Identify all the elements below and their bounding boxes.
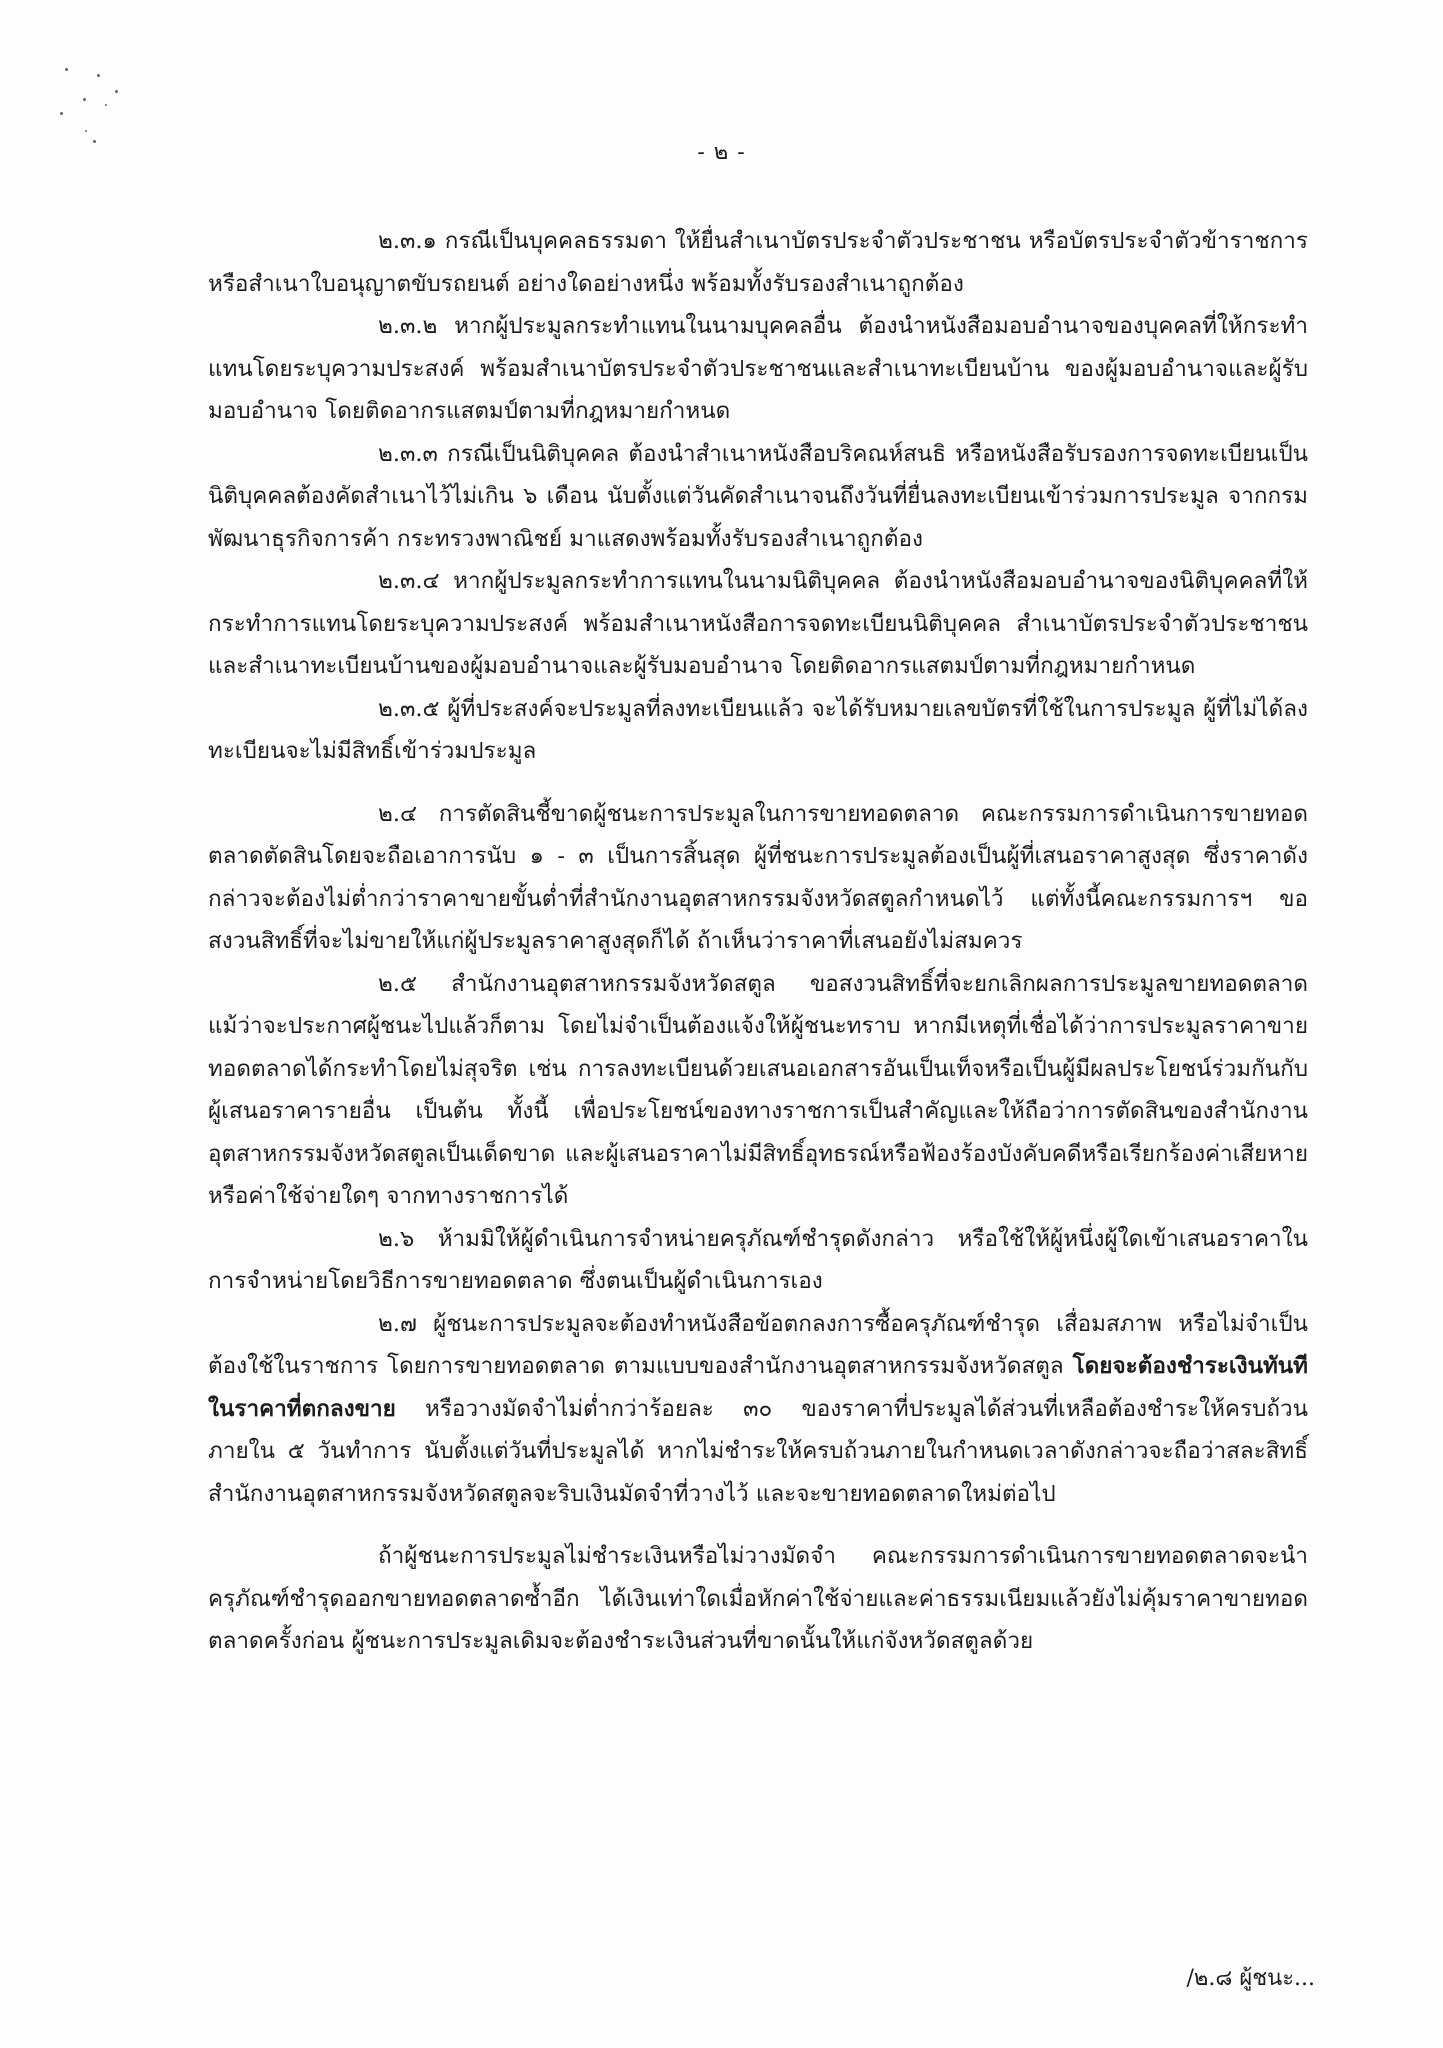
clause-2-7-text-before: ๒.๗ ผู้ชนะการประมูลจะต้องทำหนังสือข้อตกลงการซื้อครุภัณฑ์ชำรุด เสื่อมสภาพ หรือไม่จำเป็นต้องใช้ในราชการ โดยการขายทอดตลาด ตามแบบของสำนักงานอุตสาหกรรมจังหวัดสตูล <box>208 1310 1308 1379</box>
clause-2-3-3: ๒.๓.๓ กรณีเป็นนิติบุคคล ต้องนำสำเนาหนังสือบริคณห์สนธิ หรือหนังสือรับรองการจดทะเบียนเป็นนิติบุคคลต้องคัดสำเนาไว้ไม่เกิน ๖ เดือน นับตั้งแต่วันคัดสำเนาจนถึงวันที่ยื่นลงทะเบียนเข้าร่วมการประมูล จากกรมพัฒนาธุรกิจการค้า กระทรวงพาณิชย์ มาแสดงพร้อมทั้งรับรองสำเนาถูกต้อง <box>208 440 1308 552</box>
clause-2-7-text-after: หรือวางมัดจำไม่ต่ำกว่าร้อยละ ๓๐ ของราคาที่ประมูลได้ส่วนที่เหลือต้องชำระให้ครบถ้วนภายใน ๕ วันทำการ นับตั้งแต่วันที่ประมูลได้ หากไม่ชำระให้ครบถ้วนภายในกำหนดเวลาดังกล่าวจะถือว่าสละสิทธิ์ สำนักงานอุตสาหกรรมจังหวัดสตูลจะริบเงินมัดจำที่วางไว้ และจะขายทอดตลาดใหม่ต่อไป <box>208 1395 1308 1507</box>
clause-2-7-text-bold: โดยจะต้องชำระเงินทันทีในราคาที่ตกลงขาย <box>208 1353 1308 1422</box>
clause-2-5: ๒.๕ สำนักงานอุตสาหกรรมจังหวัดสตูล ขอสงวนสิทธิ์ที่จะยกเลิกผลการประมูลขายทอดตลาดแม้ว่าจะประกาศผู้ชนะไปแล้วก็ตาม โดยไม่จำเป็นต้องแจ้งให้ผู้ชนะทราบ หากมีเหตุที่เชื่อได้ว่าการประมูลราคาขายทอดตลาดได้กระทำโดยไม่สุจริต เช่น การลงทะเบียนด้วยเสนอเอกสารอันเป็นเท็จหรือเป็นผู้มีผลประโยชน์ร่วมกันกับผู้เสนอราคารายอื่น เป็นต้น ทั้งนี้ เพื่อประโยชน์ของทางราชการเป็นสำคัญและให้ถือว่าการตัดสินของสำนักงานอุตสาหกรรมจังหวัดสตูลเป็นเด็ดขาด และผู้เสนอราคาไม่มีสิทธิ์อุทธรณ์หรือฟ้องร้องบังคับคดีหรือเรียกร้องค่าเสียหายหรือค่าใช้จ่ายใดๆ จากทางราชการได้ <box>208 970 1308 1209</box>
clause-2-3-5: ๒.๓.๕ ผู้ที่ประสงค์จะประมูลที่ลงทะเบียนแล้ว จะได้รับหมายเลขบัตรที่ใช้ในการประมูล ผู้ที่ไม่ได้ลงทะเบียนจะไม่มีสิทธิ์เข้าร่วมประมูล <box>208 695 1308 764</box>
clause-2-3-1: ๒.๓.๑ กรณีเป็นบุคคลธรรมดา ให้ยื่นสำเนาบัตรประจำตัวประชาชน หรือบัตรประจำตัวข้าราชการ หรือสำเนาใบอนุญาตขับรถยนต์ อย่างใดอย่างหนึ่ง พร้อมทั้งรับรองสำเนาถูกต้อง <box>208 228 1308 297</box>
clause-2-7-continuation: ถ้าผู้ชนะการประมูลไม่ชำระเงินหรือไม่วางมัดจำ คณะกรรมการดำเนินการขายทอดตลาดจะนำครุภัณฑ์ชำรุดออกขายทอดตลาดซ้ำอีก ได้เงินเท่าใดเมื่อหักค่าใช้จ่ายและค่าธรรมเนียมแล้วยังไม่คุ้มราคาขายทอดตลาดครั้งก่อน ผู้ชนะการประมูลเดิมจะต้องชำระเงินส่วนที่ขาดนั้นให้แก่จังหวัดสตูลด้วย <box>208 1543 1308 1654</box>
continuation-ref: /๒.๘ ผู้ชนะ... <box>1186 1966 1315 1991</box>
document-body <box>208 220 1308 1663</box>
clause-2-4: ๒.๔ การตัดสินชี้ขาดผู้ชนะการประมูลในการขายทอดตลาด คณะกรรมการดำเนินการขายทอดตลาดตัดสินโดยจะถือเอาการนับ ๑ - ๓ เป็นการสิ้นสุด ผู้ที่ชนะการประมูลต้องเป็นผู้ที่เสนอราคาสูงสุด ซึ่งราคาดังกล่าวจะต้องไม่ต่ำกว่าราคาขายขั้นต่ำที่สำนักงานอุตสาหกรรมจังหวัดสตูลกำหนดไว้ แต่ทั้งนี้คณะกรรมการฯ ขอสงวนสิทธิ์ที่จะไม่ขายให้แก่ผู้ประมูลราคาสูงสุดก็ได้ ถ้าเห็นว่าราคาที่เสนอยังไม่สมควร <box>208 800 1308 954</box>
clause-2-7 <box>208 1303 1308 1516</box>
clause-2-3-4: ๒.๓.๔ หากผู้ประมูลกระทำการแทนในนามนิติบุคคล ต้องนำหนังสือมอบอำนาจของนิติบุคคลที่ให้กระทำการแทนโดยระบุความประสงค์ พร้อมสำเนาหนังสือการจดทะเบียนนิติบุคคล สำเนาบัตรประจำตัวประชาชน และสำเนาทะเบียนบ้านของผู้มอบอำนาจและผู้รับมอบอำนาจ โดยติดอากรแสตมป์ตามที่กฎหมายกำหนด <box>208 568 1308 679</box>
page-number: - ๒ - <box>697 140 746 165</box>
clause-2-6: ๒.๖ ห้ามมิให้ผู้ดำเนินการจำหน่ายครุภัณฑ์ชำรุดดังกล่าว หรือใช้ให้ผู้หนึ่งผู้ใดเข้าเสนอราคาในการจำหน่ายโดยวิธีการขายทอดตลาด ซึ่งตนเป็นผู้ดำเนินการเอง <box>208 1225 1308 1294</box>
clause-2-3-2: ๒.๓.๒ หากผู้ประมูลกระทำแทนในนามบุคคลอื่น ต้องนำหนังสือมอบอำนาจของบุคคลที่ให้กระทำแทนโดยระบุความประสงค์ พร้อมสำเนาบัตรประจำตัวประชาชนและสำเนาทะเบียนบ้าน ของผู้มอบอำนาจและผู้รับมอบอำนาจ โดยติดอากรแสตมป์ตามที่กฎหมายกำหนด <box>208 313 1308 424</box>
